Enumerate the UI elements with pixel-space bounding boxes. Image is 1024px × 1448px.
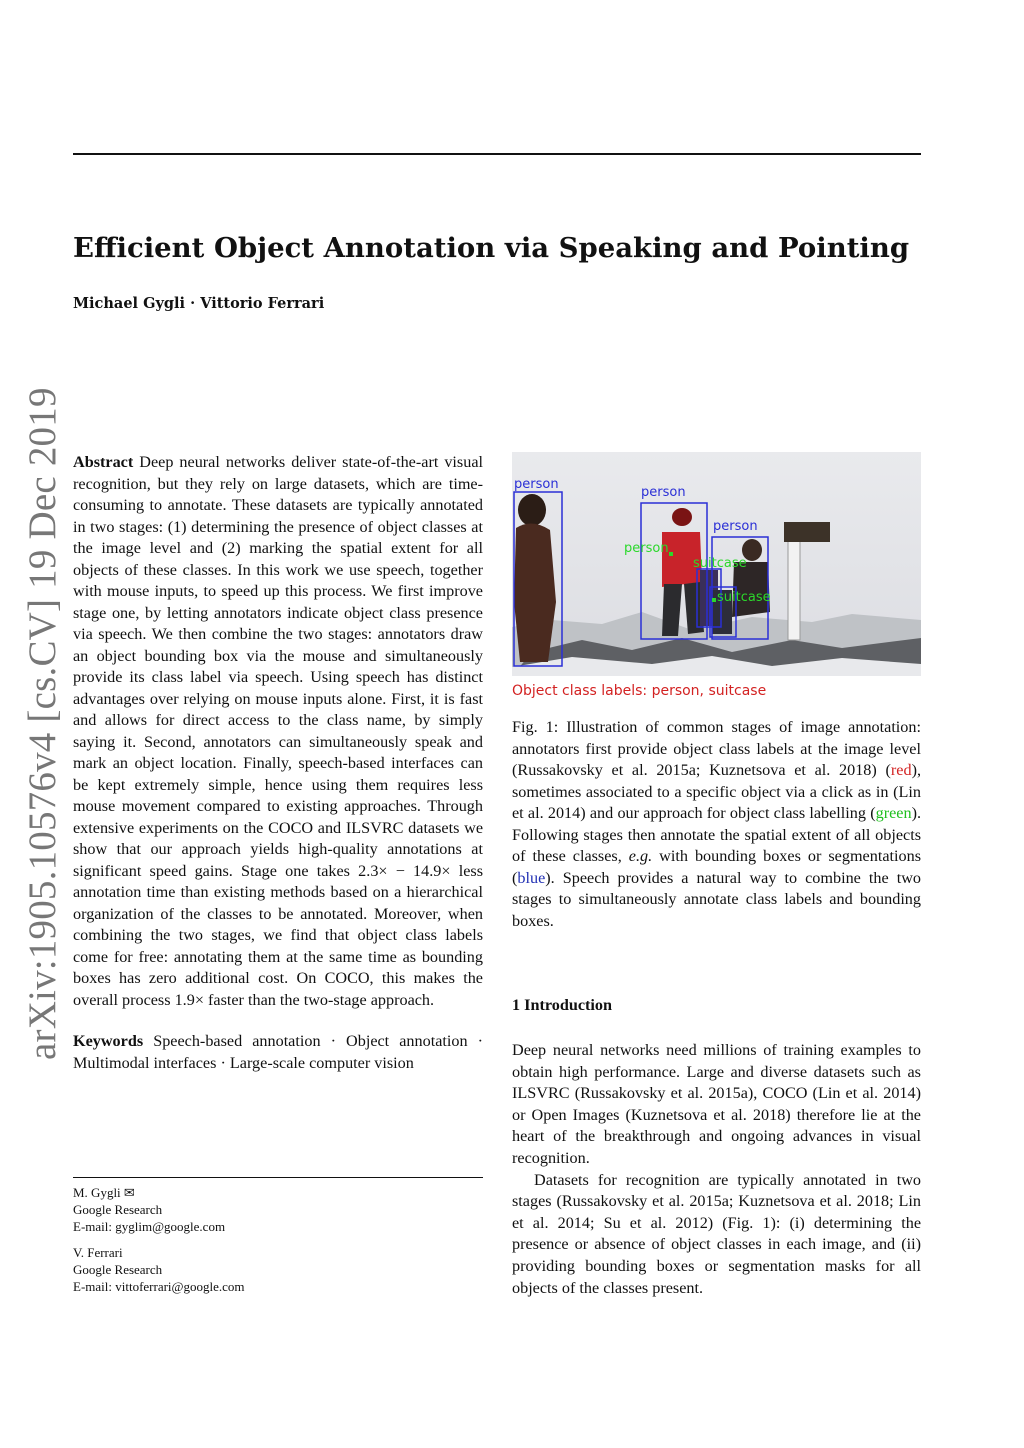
person1-hair — [518, 494, 546, 526]
figure-1-svg — [512, 452, 921, 676]
abstract-heading: Abstract — [73, 453, 134, 471]
caption-part-5: ). Speech provides a natural way to combine the two stages to simultaneously annotate class labels and bounding boxes. — [512, 868, 921, 930]
person1-coat — [514, 523, 556, 662]
signpost-board — [784, 522, 830, 542]
label-person-green: person — [624, 541, 669, 556]
intro-paragraph-2: Datasets for recognition are typically annotated in two stages (Russakovsky et al. 2015a; Kuznetsova et al. 2018; Lin et al. 2014; Su et al. 2012) (Fig. 1): (i) determining the presence or absence of object classes in each image, and (ii) providing bounding boxes or segmentation masks for all objects of the classes present. — [512, 1170, 921, 1297]
section-heading-introduction: 1 Introduction — [512, 996, 612, 1014]
keywords — [73, 1031, 483, 1074]
left-column — [73, 452, 483, 1074]
header-rule — [73, 153, 921, 155]
signpost-pole — [788, 534, 800, 640]
footnote-rule — [73, 1177, 483, 1178]
abstract — [73, 452, 483, 1011]
label-suitcase1: suitcase — [693, 556, 747, 571]
footnote-author-1 — [73, 1184, 483, 1236]
footnote-email[interactable]: E-mail: gyglim@google.com — [73, 1219, 226, 1235]
label-person3: person — [713, 519, 758, 534]
footnote-author-2 — [73, 1244, 483, 1296]
caption-part-4: with bounding boxes or segmentations ( — [512, 847, 921, 887]
keywords-text: Speech-based annotation · Object annotation · Multimodal interfaces · Large-scale computer vision — [73, 1032, 483, 1072]
caption-red-word: red — [890, 761, 912, 779]
caption-part-1: Fig. 1: Illustration of common stages of image annotation: annotators first provide object class labels at the image level (Russakovsky et al. 2015a; Kuznetsova et al. 2018) ( — [512, 718, 921, 779]
author-footnotes — [73, 1184, 483, 1303]
caption-part-3: ). Following stages then annotate the spatial extent of all objects of these classes, — [512, 804, 921, 865]
figure-1-caption — [512, 717, 921, 932]
footnote-email[interactable]: E-mail: vittoferrari@google.com — [73, 1279, 245, 1295]
paper-authors: Michael Gygli · Vittorio Ferrari — [73, 295, 325, 312]
caption-green-word: green — [875, 804, 912, 822]
footnote-name: V. Ferrari — [73, 1244, 123, 1260]
intro-paragraph-1: Deep neural networks need millions of training examples to obtain high performance. Large and diverse datasets such as ILSVRC (Russakovsky et al. 2015a), COCO (Lin et al. 2014) or Open Images (Kuznetsova et al. 2018) therefore lie at the heart of the breakthrough and ongoing advances in visual recognition. — [512, 1041, 921, 1167]
abstract-text: Deep neural networks deliver state-of-the-art visual recognition, but they rely on large datasets, which are time-consuming to annotate. These datasets are typically annotated in two stages: (1) determining the presence of object classes at the image level and (2) marking the spatial extent for all objects of these classes. In this work we use speech, together with mouse inputs, to speed up this process. We first improve stage one, by letting annotators indicate object class presence via speech. We then combine the two stages: annotators draw an object bounding box via the mouse and simultaneously provide its class label via speech. Using speech has distinct advantages over relying on mouse inputs alone. First, it is fast and allows for direct access to the class name, by simply saying it. Second, annotators can simultaneously speak and mark an object location. Finally, speech-based interfaces can be kept extremely simple, hence using them requires less mouse movement compared to existing approaches. Through extensive experiments on the COCO and ILSVRC datasets we show that our approach yields high-quality annotations at significant speed gains. Stage one takes 2.3× − 14.9× less annotation time than existing methods based on a hierarchical organization of the classes to be annotated. Moreover, when combining the two stages, we find that object class labels come for free: annotating them at the same time as bounding boxes has zero additional cost. On COCO, this makes the overall process 1.9× faster than the two-stage approach. — [73, 453, 483, 1009]
label-person2: person — [641, 485, 686, 500]
caption-eg: e.g. — [628, 847, 653, 865]
introduction-body — [512, 1040, 921, 1299]
click-point-person — [669, 552, 673, 556]
arxiv-sidebar-id[interactable]: arXiv:1905.10576v4 [cs.CV] 19 Dec 2019 — [21, 387, 64, 1060]
figure-red-caption: Object class labels: person, suitcase — [512, 683, 767, 699]
footnote-org: Google Research — [73, 1261, 163, 1277]
person2-hat — [672, 508, 692, 526]
caption-part-2: ), sometimes associated to a specific object via a click as in (Lin et al. 2014) and our approach for object class labelling ( — [512, 761, 921, 822]
caption-blue-word: blue — [517, 868, 546, 887]
figure-1-image — [512, 452, 921, 676]
label-person1: person — [514, 477, 559, 492]
paper-title: Efficient Object Annotation via Speaking and Pointing — [73, 232, 910, 264]
label-suitcase2: suitcase — [717, 590, 771, 605]
footnote-org: Google Research — [73, 1202, 163, 1218]
keywords-heading: Keywords — [73, 1032, 144, 1050]
footnote-name: M. Gygli ✉ — [73, 1185, 135, 1200]
click-point-suitcase — [712, 598, 716, 602]
